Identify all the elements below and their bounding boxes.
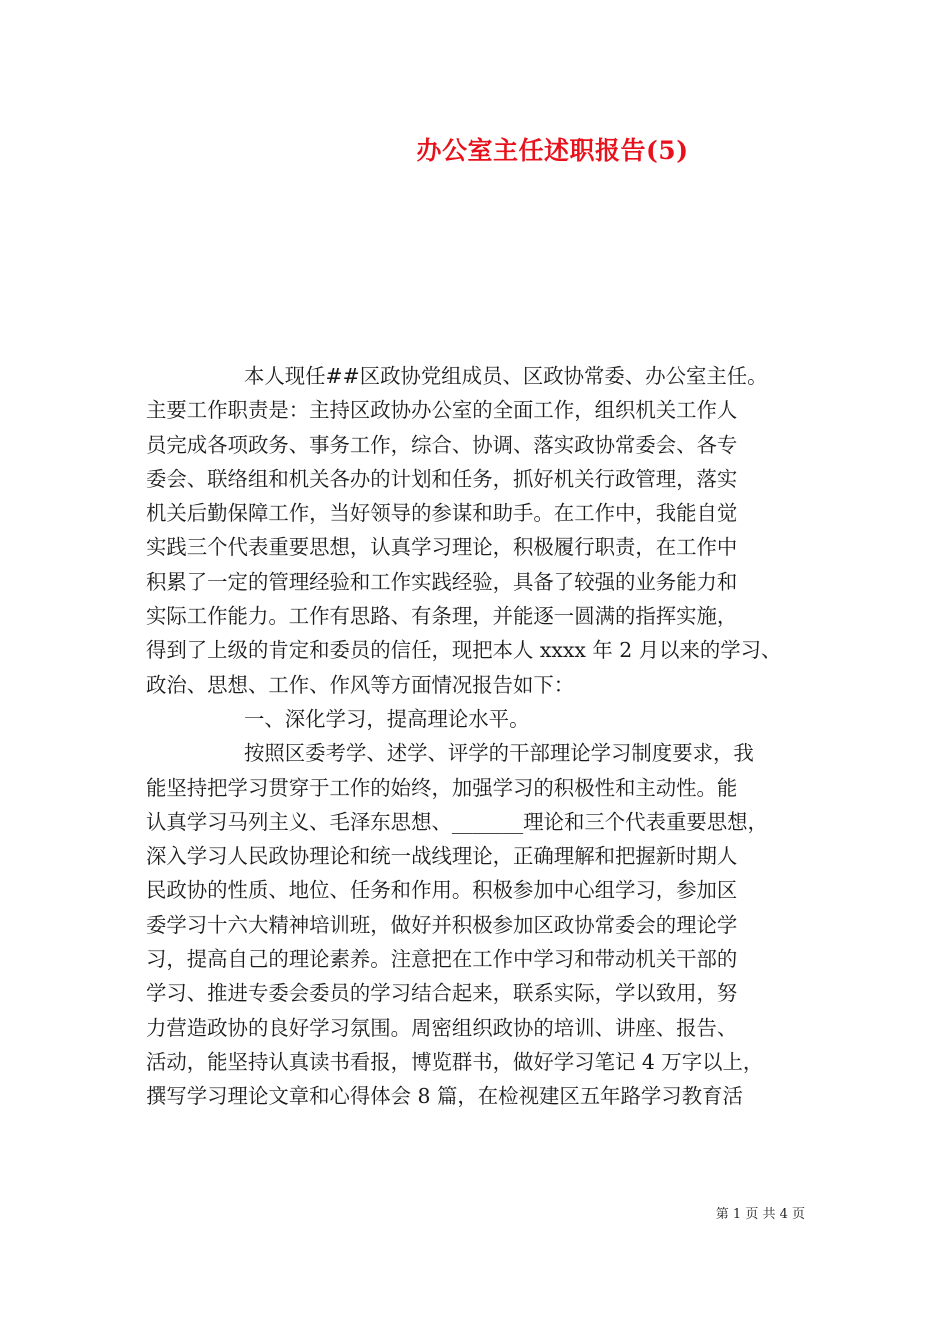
paragraph-line: 实际工作能力。工作有思路、有条理，并能逐一圆满的指挥实施， — [146, 604, 738, 629]
section-heading: 一、深化学习，提高理论水平。 — [244, 706, 530, 731]
document-body — [146, 359, 808, 1114]
paragraph-line: 机关后勤保障工作，当好领导的参谋和助手。在工作中，我能自觉 — [146, 501, 738, 526]
paragraph-line: 按照区委考学、述学、评学的干部理论学习制度要求，我 — [244, 741, 754, 766]
paragraph-line: 积累了一定的管理经验和工作实践经验，具备了较强的业务能力和 — [146, 569, 738, 594]
paragraph-line: 民政协的性质、地位、任务和作用。积极参加中心组学习，参加区 — [146, 878, 738, 903]
page-number: 第 1 页 共 4 页 — [715, 1207, 805, 1222]
paragraph-line: 员完成各项政务、事务工作，综合、协调、落实政协常委会、各专 — [146, 432, 738, 457]
paragraph-line: 本人现任##区政协党组成员、区政协常委、办公室主任。 — [244, 364, 768, 388]
paragraph-line: 活动，能坚持认真读书看报，博览群书，做好学习笔记 4 万字以上， — [146, 1049, 764, 1074]
paragraph-line: 得到了上级的肯定和委员的信任，现把本人 xxxx 年 2 月以来的学习、 — [146, 638, 782, 663]
paragraph-line: 认真学习马列主义、毛泽东思想、_______理论和三个代表重要思想， — [146, 809, 768, 834]
paragraph-line: 实践三个代表重要思想，认真学习理论，积极履行职责，在工作中 — [146, 535, 738, 560]
paragraph-line: 撰写学习理论文章和心得体会 8 篇，在检视建区五年路学习教育活 — [146, 1084, 743, 1109]
paragraph-line: 委学习十六大精神培训班，做好并积极参加区政协常委会的理论学 — [146, 912, 738, 937]
paragraph-line: 主要工作职责是：主持区政协办公室的全面工作，组织机关工作人 — [146, 398, 738, 423]
paragraph-line: 政治、思想、工作、作风等方面情况报告如下： — [146, 672, 575, 697]
paragraph-line: 力营造政协的良好学习氛围。周密组织政协的培训、讲座、报告、 — [146, 1015, 738, 1040]
paragraph-line: 学习、推进专委会委员的学习结合起来，联系实际，学以致用，努 — [146, 981, 738, 1006]
paragraph-line: 能坚持把学习贯穿于工作的始终，加强学习的积极性和主动性。能 — [146, 775, 738, 800]
paragraph-line: 习，提高自己的理论素养。注意把在工作中学习和带动机关干部的 — [146, 947, 738, 972]
paragraph-line: 委会、联络组和机关各办的计划和任务，抓好机关行政管理，落实 — [146, 466, 738, 491]
document-title: 办公室主任述职报告(5) — [416, 136, 689, 165]
paragraph-line: 深入学习人民政协理论和统一战线理论，正确理解和把握新时期人 — [146, 844, 738, 869]
